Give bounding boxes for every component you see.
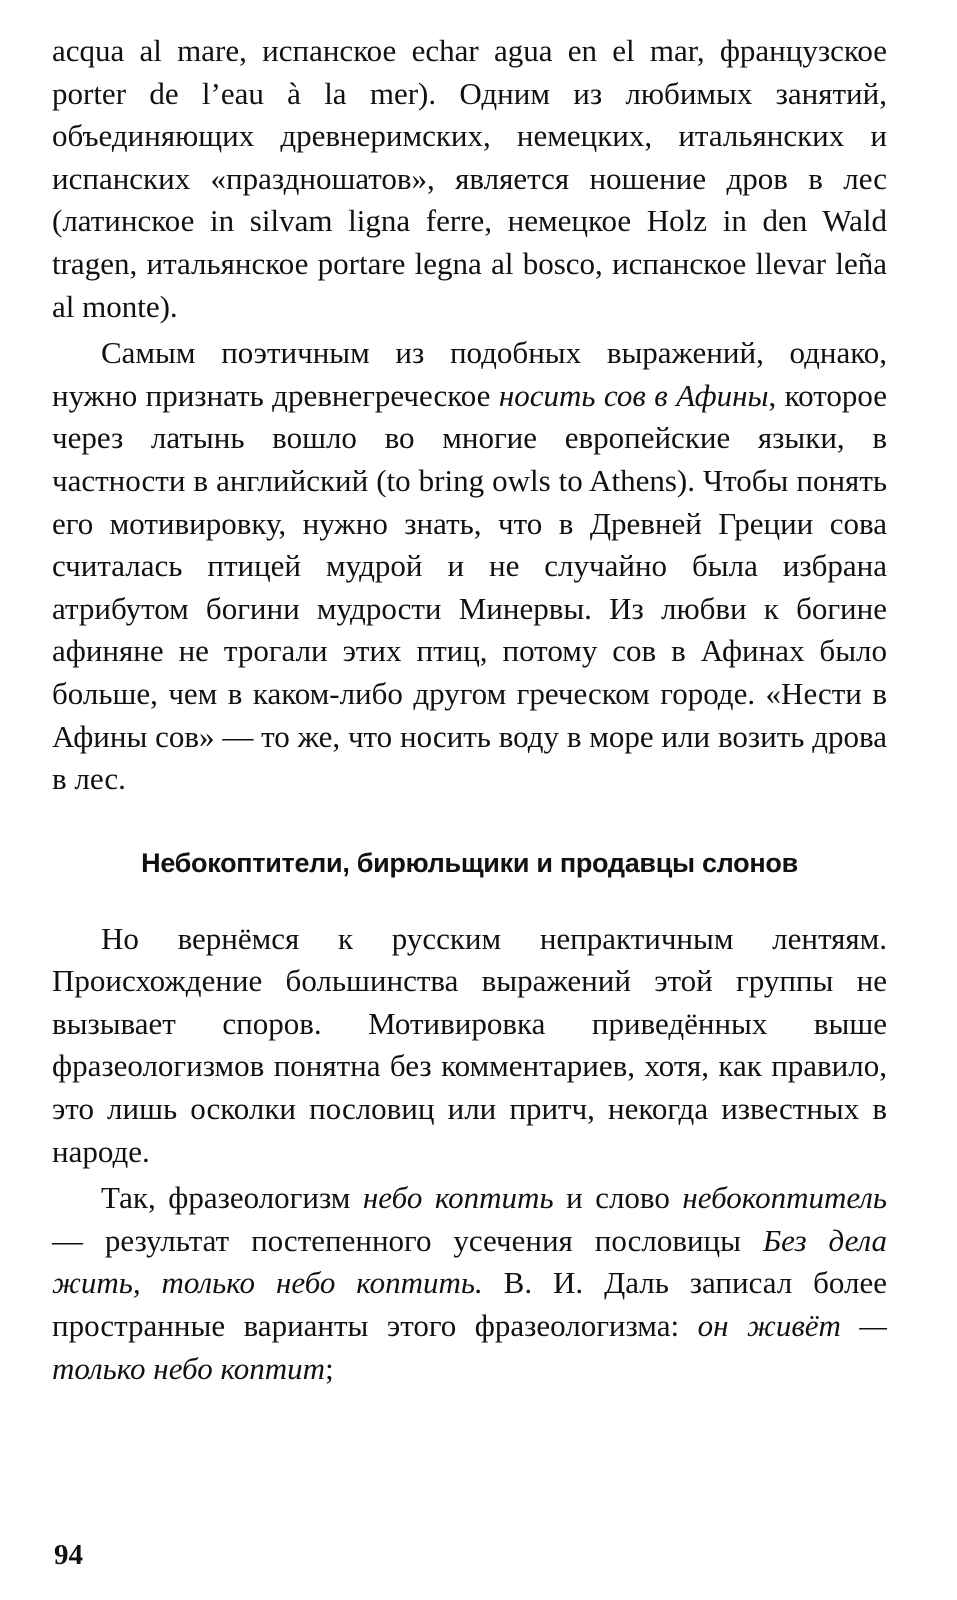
paragraph-2: [52, 332, 887, 801]
page-text-column: [52, 30, 887, 1390]
paragraph-4-text-a: Так, фразеологизм: [101, 1180, 363, 1216]
paragraph-4-italic-b: небокоптитель: [682, 1180, 887, 1216]
paragraph-4-italic-c: Без дела жить, только небо коптить.: [52, 1222, 887, 1301]
page-number: 94: [54, 1539, 83, 1571]
paragraph-4-italic-a: небо коптить: [362, 1180, 554, 1216]
paragraph-2-text-b: , которое через латынь вошло во многие европейские языки, в частности в английский (to bring owls to Athens). Чтобы понять его мотивировку, нужно знать, что в Древней Греции сова считалась птицей мудрой и не случайно была избрана атрибутом богини мудрости Минервы. Из любви к богине афиняне не трогали этих птиц, потому сов в Афинах было больше, чем в каком-либо другом греческом городе. «Нести в Афины сов» — то же, что носить воду в море или возить дрова в лес.: [52, 377, 887, 797]
paragraph-4-text-c: — результат постепенного усечения пословицы: [52, 1222, 763, 1258]
paragraph-3: [52, 918, 887, 1174]
paragraph-3-text: Но вернёмся к русским непрактичным лентяям. Происхождение большинства выражений этой группы не вызывает споров. Мотивировка приведённых выше фразеологизмов понятна без комментариев, хотя, как правило, это лишь осколки пословиц или притч, некогда известных в народе.: [52, 920, 887, 1169]
paragraph-1-text: acqua al mare, испанское echar agua en el mar, французское porter de l’eau à la mer). Одним из любимых занятий, объединяющих древнеримских, немецких, итальянских и испанских «праздношатов», является ношение дров в лес (латинское in silvam ligna ferre, немецкое Holz in den Wald tragen, итальянское portare legna al bosco, испанское llevar leña al monte).: [52, 33, 887, 324]
paragraph-2-text-a: Самым поэтичным из подобных выражений, однако, нужно признать древнегреческое: [52, 335, 887, 413]
paragraph-1: [52, 30, 887, 328]
paragraph-2-italic-phrase: носить сов в Афины: [498, 377, 769, 413]
paragraph-4-text-d: В. И. Даль записал более пространные варианты этого фразеологизма:: [52, 1265, 887, 1344]
paragraph-4-text-e: ;: [325, 1350, 334, 1386]
paragraph-4: [52, 1177, 887, 1390]
paragraph-4-italic-d: он живёт — только небо коптит: [52, 1308, 887, 1386]
paragraph-4-text-b: и слово: [553, 1180, 683, 1216]
section-heading: Небокоптители, бирюльщики и продавцы слонов: [141, 847, 798, 878]
